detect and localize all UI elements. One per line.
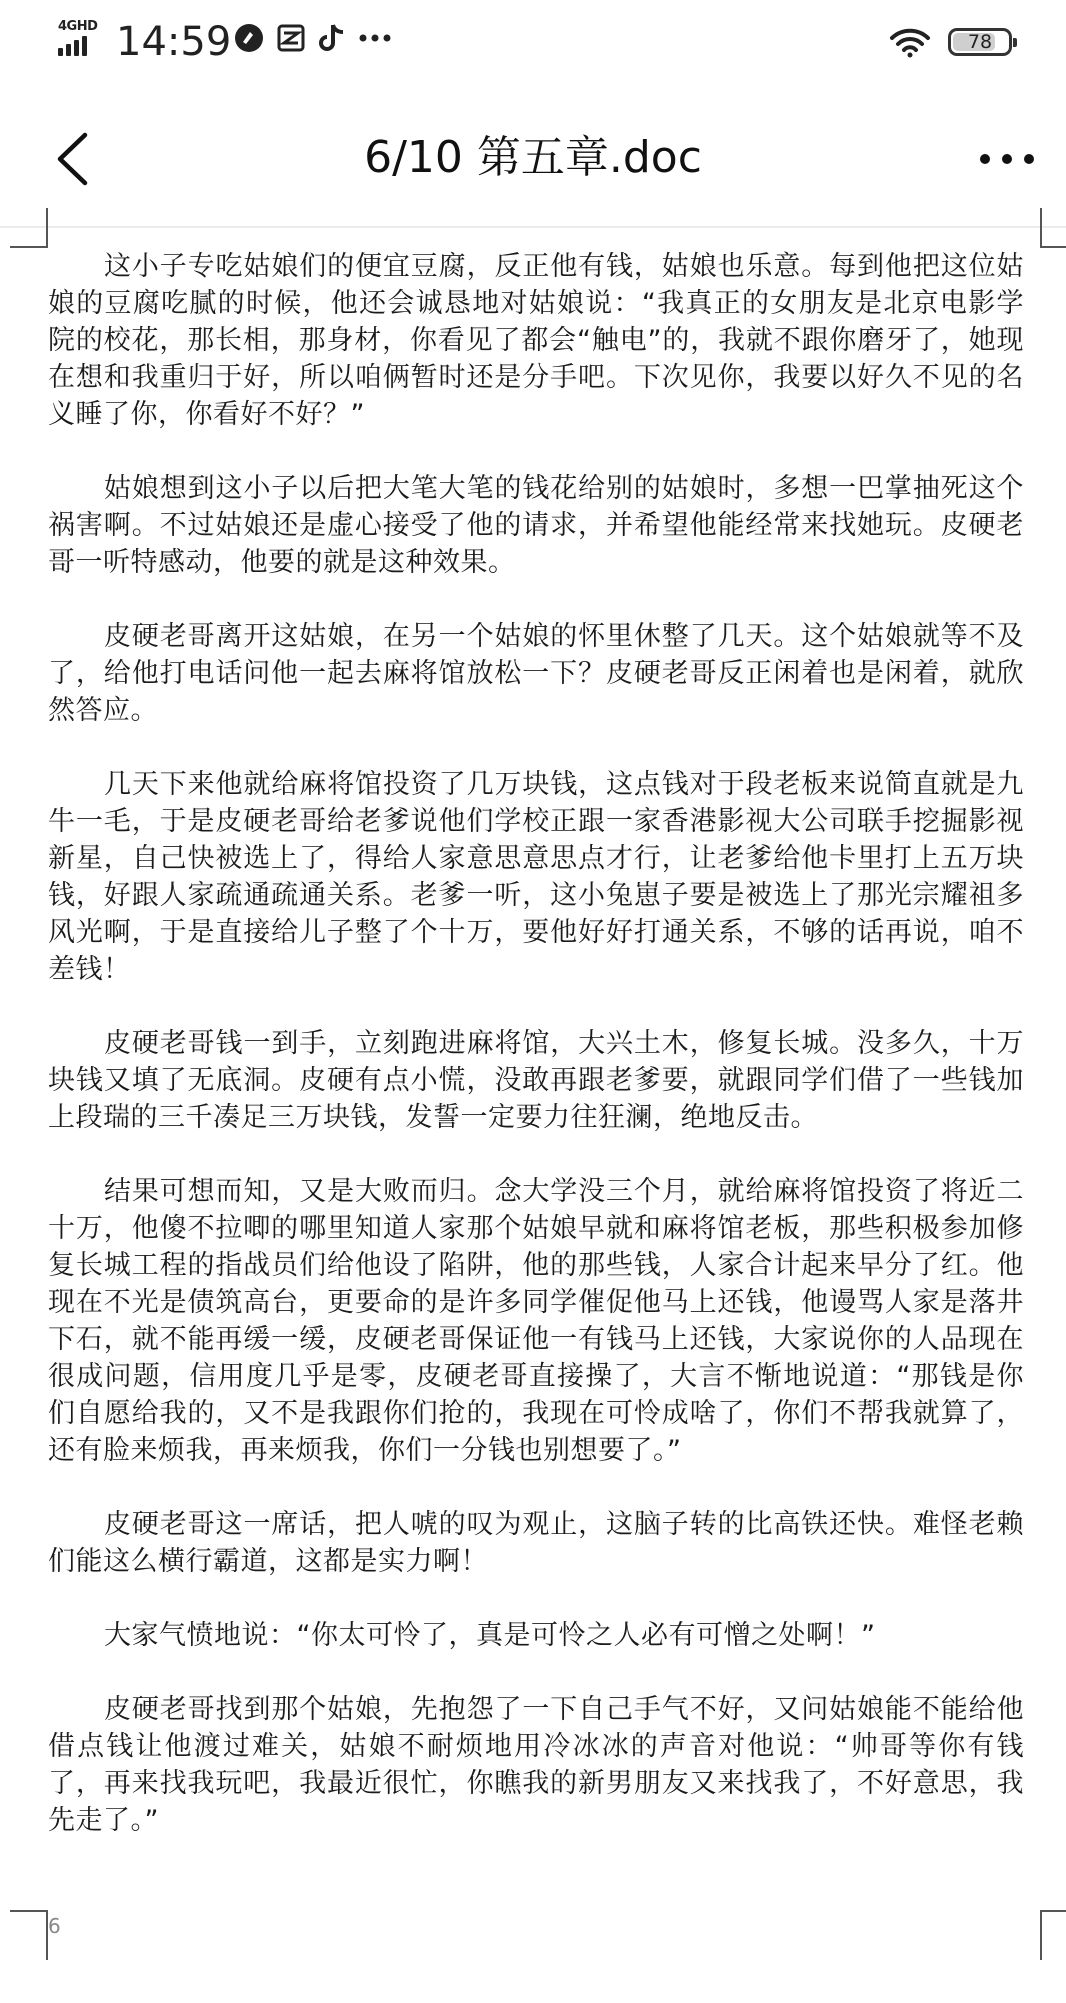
wifi-icon [888,26,932,62]
paragraph: 皮硬老哥找到那个姑娘，先抱怨了一下自己手气不好，又问姑娘能不能给他借点钱让他渡过难关，姑娘不耐烦地用冷冰冰的声音对他说：“帅哥等你有钱了，再来找我玩吧，我最近很忙，你瞧我的新男朋友又来找我了，不好意思，我先走了。” [48,1694,1024,1836]
network-type-label: 4GHD [58,19,98,34]
more-dots-icon [358,33,392,43]
page-corner-mark [1040,1910,1066,1960]
paragraph: 几天下来他就给麻将馆投资了几万块钱，这点钱对于段老板来说简直就是九牛一毛，于是皮硬老哥给老爹说他们学校正跟一家香港影视大公司联手挖掘影视新星，自己快被选上了，得给人家意思意思点才行，让老爹给他卡里打上五万块钱，好跟人家疏通疏通关系。老爹一听，这小兔崽子要是被选上了那光宗耀祖多风光啊，于是直接给儿子整了个十万，要他好好打通关系，不够的话再说，咱不差钱！ [48,769,1024,985]
header-divider [0,226,1066,228]
back-button[interactable] [42,124,102,194]
cellular-signal-icon [58,20,106,60]
paragraph: 皮硬老哥离开这姑娘，在另一个姑娘的怀里休整了几天。这个姑娘就等不及了，给他打电话问他一起去麻将馆放松一下？皮硬老哥反正闲着也是闲着，就欣然答应。 [48,621,1024,726]
more-options-button[interactable] [972,134,1042,184]
paragraph: 结果可想而知，又是大败而归。念大学没三个月，就给麻将馆投资了将近二十万，他傻不拉唧的哪里知道人家那个姑娘早就和麻将馆老板，那些积极参加修复长城工程的指战员们给他设了陷阱，他的那些钱，人家合计起来早分了红。他现在不光是债筑高台，更要命的是许多同学催促他马上还钱，他谩骂人家是落井下石，就不能再缓一缓，皮硬老哥保证他一有钱马上还钱，大家说你的人品现在很成问题，信用度几乎是零，皮硬老哥直接操了，大言不惭地说道：“那钱是你们自愿给我的，又不是我跟你们抢的，我现在可怜成啥了，你们不帮我就算了，还有脸来烦我，再来烦我，你们一分钱也别想要了。” [48,1176,1024,1466]
battery-icon [948,28,1012,56]
paragraph: 这小子专吃姑娘们的便宜豆腐，反正他有钱，姑娘也乐意。每到他把这位姑娘的豆腐吃腻的时候，他还会诚恳地对姑娘说：“我真正的女朋友是北京电影学院的校花，那长相，那身材，你看见了都会“触电”的，我就不跟你磨牙了，她现在想和我重归于好，所以咱俩暂时还是分手吧。下次见你，我要以好久不见的名义睡了你，你看好不好？” [48,251,1024,430]
battery-percent: 78 [967,31,993,53]
paragraph: 皮硬老哥钱一到手，立刻跑进麻将馆，大兴土木，修复长城。没多久，十万块钱又填了无底洞。皮硬有点小慌，没敢再跟老爹要，就跟同学们借了一些钱加上段瑞的三千凑足三万块钱，发誓一定要力往狂澜，绝地反击。 [48,1028,1024,1133]
page-corner-mark [10,208,48,248]
gallery-icon [276,23,306,53]
page-number: 6 [48,1914,61,1938]
page-corner-mark [1040,208,1066,248]
document-title: 6/10 第五章.doc [364,132,702,183]
paragraph: 姑娘想到这小子以后把大笔大笔的钱花给别的姑娘时，多想一巴掌抽死这个祸害啊。不过姑娘还是虚心接受了他的请求，并希望他能经常来找她玩。皮硬老哥一听特感动，他要的就是这种效果。 [48,473,1024,578]
tiktok-icon [318,22,346,54]
document-body[interactable] [48,248,1024,1876]
paragraph: 大家气愤地说：“你太可怜了，真是可怜之人必有可憎之处啊！” [104,1620,876,1651]
app-header [0,88,1066,228]
chevron-left-icon [55,132,89,186]
page-corner-mark [10,1910,48,1960]
status-bar [0,0,1066,88]
status-time: 14:59 [116,19,232,65]
check-circle-icon [234,23,264,53]
more-horizontal-icon [979,153,1035,165]
paragraph: 皮硬老哥这一席话，把人唬的叹为观止，这脑子转的比高铁还快。难怪老赖们能这么横行霸道，这都是实力啊！ [48,1509,1024,1577]
